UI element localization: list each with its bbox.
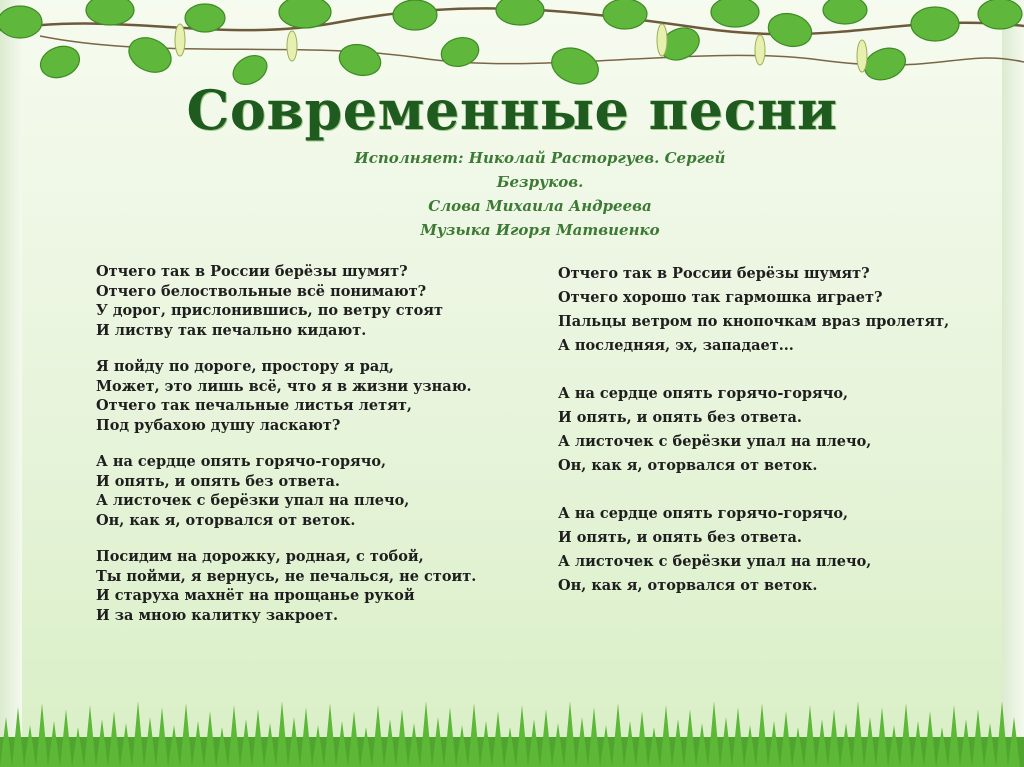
lyric-line: И опять, и опять без ответа. [558, 409, 802, 426]
lyric-line: И опять, и опять без ответа. [96, 472, 340, 490]
lyric-line: Он, как я, оторвался от веток. [558, 577, 818, 594]
stanza [558, 382, 988, 478]
lyric-line: Может, это лишь всё, что я в жизни узнаю. [96, 377, 472, 395]
lyric-line: Он, как я, оторвался от веток. [96, 511, 356, 529]
lyric-line: Он, как я, оторвался от веток. [558, 457, 818, 474]
lyrics-left-column [96, 262, 536, 642]
grass-border-icon [0, 677, 1024, 767]
lyric-line: И опять, и опять без ответа. [558, 529, 802, 546]
lyric-line: А листочек с берёзки упал на плечо, [558, 433, 872, 450]
stanza [558, 502, 988, 598]
credit-line: Музыка Игоря Матвиенко [420, 221, 660, 239]
slide-title: Современные песни [186, 78, 838, 142]
lyric-line: А на сердце опять горячо-горячо, [558, 505, 849, 522]
lyric-line: Ты пойми, я вернусь, не печалься, не стоит. [96, 567, 477, 585]
lyric-line: И старуха махнёт на прощанье рукой [96, 587, 415, 604]
lyric-line: А последняя, эх, западает... [558, 337, 794, 354]
credit-line: Слова Михаила Андреева [428, 197, 652, 215]
credit-line: Исполняет: Николай Расторгуев. Сергей [354, 149, 726, 167]
stanza [96, 357, 536, 435]
lyric-line: И за мною калитку закроет. [96, 606, 339, 624]
stanza [96, 452, 536, 530]
lyric-line: Пальцы ветром по кнопочкам враз пролетят, [558, 313, 950, 330]
lyric-line: Под рубахою душу ласкают? [96, 416, 341, 434]
stanza [96, 262, 536, 340]
lyric-line: Отчего так в России берёзы шумят? [558, 265, 870, 282]
lyric-line: Посидим на дорожку, родная, с тобой, [96, 548, 424, 565]
lyric-line: Отчего так печальные листья летят, [96, 397, 412, 414]
lyric-line: У дорог, прислонившись, по ветру стоят [96, 302, 443, 319]
credit-line: Безруков. [496, 173, 584, 191]
lyrics-right-column [558, 262, 988, 622]
lyric-line: Отчего белоствольные всё понимают? [96, 282, 427, 300]
lyric-line: И листву так печально кидают. [96, 321, 367, 339]
stanza [558, 262, 988, 358]
lyric-line: Я пойду по дороге, простору я рад, [96, 358, 394, 375]
lyric-line: А на сердце опять горячо-горячо, [558, 385, 849, 402]
song-credits [330, 146, 750, 242]
lyric-line: А листочек с берёзки упал на плечо, [558, 553, 872, 570]
lyric-line: Отчего так в России берёзы шумят? [96, 263, 408, 280]
lyric-line: Отчего хорошо так гармошка играет? [558, 289, 883, 306]
lyric-line: А на сердце опять горячо-горячо, [96, 453, 387, 470]
lyric-line: А листочек с берёзки упал на плечо, [96, 492, 410, 509]
stanza [96, 547, 536, 625]
